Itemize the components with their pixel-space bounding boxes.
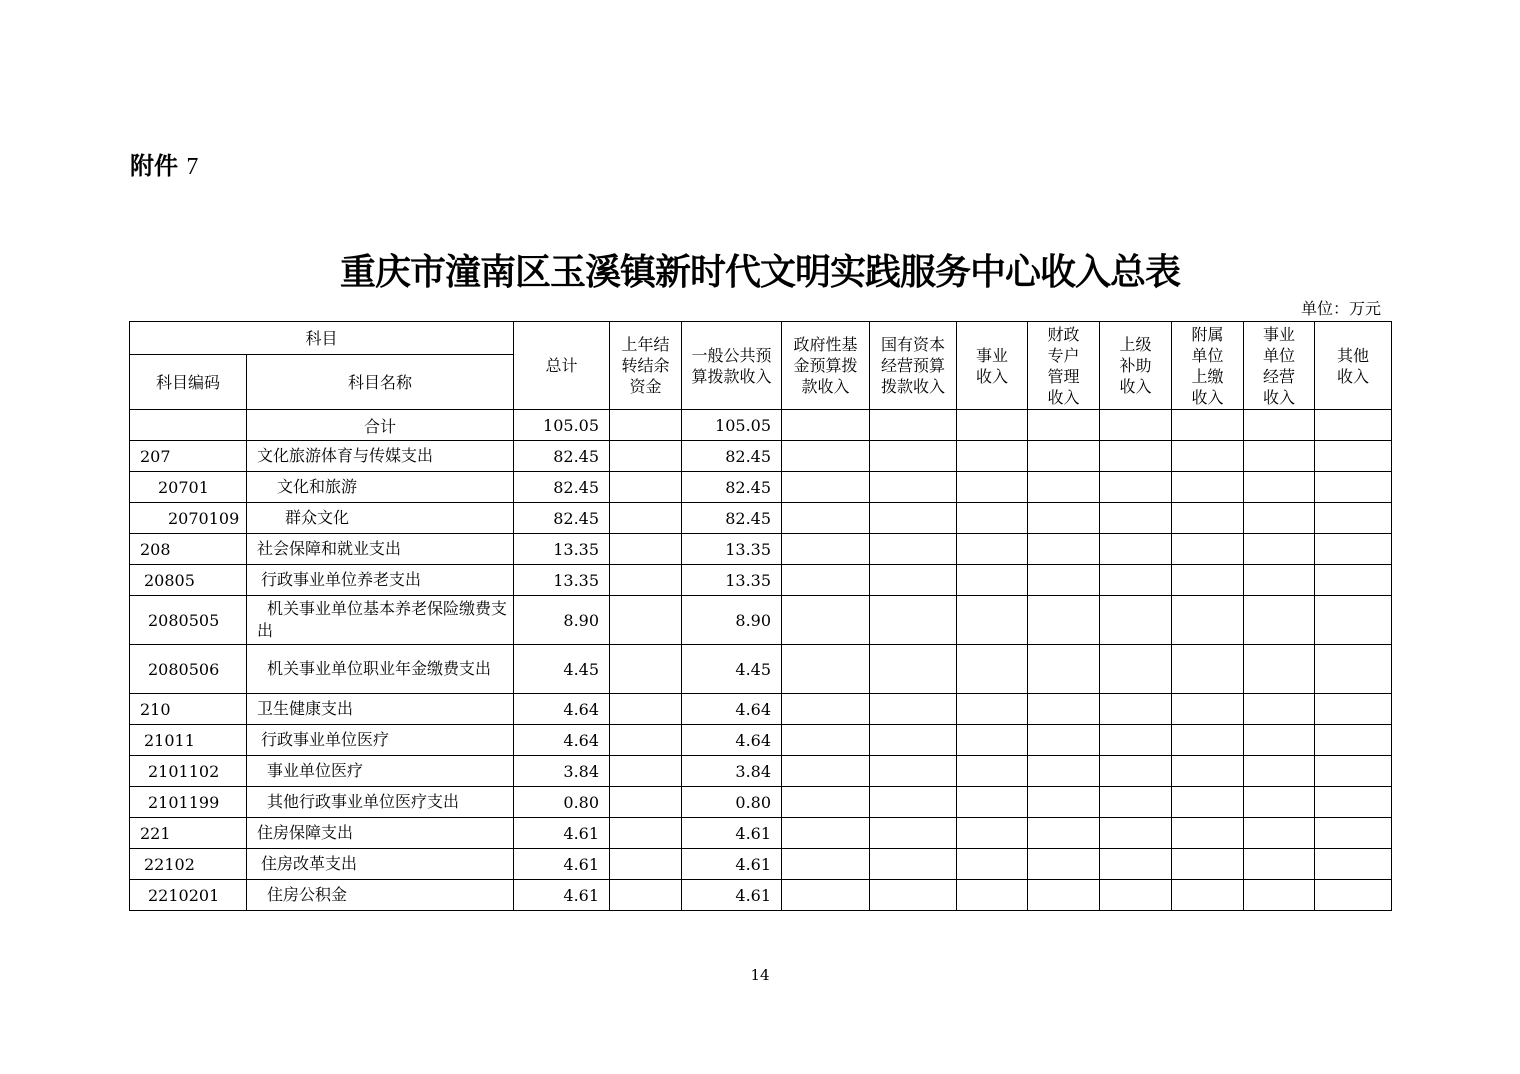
row-name: 行政事业单位养老支出 xyxy=(247,565,514,596)
row-general-budget: 3.84 xyxy=(682,756,782,787)
table-row xyxy=(130,645,1392,694)
row-total: 4.61 xyxy=(514,849,610,880)
header-code: 科目编码 xyxy=(130,355,247,410)
row-total: 82.45 xyxy=(514,472,610,503)
row-name: 机关事业单位职业年金缴费支出 xyxy=(247,645,514,694)
header-affiliated: 附属单位上缴收入 xyxy=(1172,322,1244,410)
document-title: 重庆市潼南区玉溪镇新时代文明实践服务中心收入总表 xyxy=(339,252,1180,293)
row-total: 82.45 xyxy=(514,441,610,472)
row-total: 4.45 xyxy=(514,645,610,694)
table-row-summary xyxy=(130,410,1392,441)
row-general-budget: 82.45 xyxy=(682,503,782,534)
table-row xyxy=(130,596,1392,645)
row-name: 卫生健康支出 xyxy=(247,694,514,725)
header-state-capital: 国有资本经营预算拨款收入 xyxy=(870,322,957,410)
row-code: 2210201 xyxy=(130,880,247,911)
table-row xyxy=(130,849,1392,880)
row-general-budget: 4.61 xyxy=(682,849,782,880)
row-code: 21011 xyxy=(130,725,247,756)
row-total: 4.61 xyxy=(514,880,610,911)
income-summary-table xyxy=(129,321,1392,911)
row-name: 行政事业单位医疗 xyxy=(247,725,514,756)
row-code: 210 xyxy=(130,694,247,725)
header-business: 事业收入 xyxy=(957,322,1028,410)
row-total: 4.64 xyxy=(514,725,610,756)
row-code: 221 xyxy=(130,818,247,849)
unit-label: 单位：万元 xyxy=(1300,299,1381,318)
row-total: 82.45 xyxy=(514,503,610,534)
header-carry-over: 上年结转结余资金 xyxy=(610,322,682,410)
row-total: 3.84 xyxy=(514,756,610,787)
attachment-word: 附件 xyxy=(130,152,178,180)
row-name: 机关事业单位基本养老保险缴费支出 xyxy=(247,596,514,645)
row-code: 208 xyxy=(130,534,247,565)
row-code: 20701 xyxy=(130,472,247,503)
row-name: 住房公积金 xyxy=(247,880,514,911)
header-operating: 事业单位经营收入 xyxy=(1244,322,1315,410)
table-row xyxy=(130,472,1392,503)
header-other: 其他收入 xyxy=(1315,322,1392,410)
table-row xyxy=(130,503,1392,534)
row-name: 住房保障支出 xyxy=(247,818,514,849)
page-number: 14 xyxy=(750,966,770,984)
header-name: 科目名称 xyxy=(247,355,514,410)
row-name: 文化旅游体育与传媒支出 xyxy=(247,441,514,472)
table-row xyxy=(130,534,1392,565)
row-total: 4.64 xyxy=(514,694,610,725)
summary-label: 合计 xyxy=(247,410,514,441)
row-general-budget: 4.61 xyxy=(682,818,782,849)
table-row xyxy=(130,565,1392,596)
row-code: 207 xyxy=(130,441,247,472)
row-general-budget: 4.45 xyxy=(682,645,782,694)
row-general-budget: 13.35 xyxy=(682,565,782,596)
row-general-budget: 8.90 xyxy=(682,596,782,645)
row-general-budget: 82.45 xyxy=(682,441,782,472)
row-code: 22102 xyxy=(130,849,247,880)
row-code: 2070109 xyxy=(130,503,247,534)
header-subject: 科目 xyxy=(130,322,514,355)
table-row xyxy=(130,756,1392,787)
summary-total: 105.05 xyxy=(514,410,610,441)
row-name: 文化和旅游 xyxy=(247,472,514,503)
table-row xyxy=(130,880,1392,911)
row-name: 群众文化 xyxy=(247,503,514,534)
row-general-budget: 0.80 xyxy=(682,787,782,818)
table-row xyxy=(130,787,1392,818)
header-general-budget: 一般公共预算拨款收入 xyxy=(682,322,782,410)
attachment-number: 7 xyxy=(186,154,199,180)
table-row xyxy=(130,694,1392,725)
row-name: 其他行政事业单位医疗支出 xyxy=(247,787,514,818)
row-general-budget: 13.35 xyxy=(682,534,782,565)
row-general-budget: 4.64 xyxy=(682,694,782,725)
table-row xyxy=(130,441,1392,472)
row-code: 2080506 xyxy=(130,645,247,694)
row-total: 13.35 xyxy=(514,534,610,565)
row-general-budget: 4.61 xyxy=(682,880,782,911)
row-code: 20805 xyxy=(130,565,247,596)
row-general-budget: 82.45 xyxy=(682,472,782,503)
row-name: 社会保障和就业支出 xyxy=(247,534,514,565)
header-total: 总计 xyxy=(514,322,610,410)
attachment-label xyxy=(130,146,208,181)
row-total: 0.80 xyxy=(514,787,610,818)
row-general-budget: 4.64 xyxy=(682,725,782,756)
row-total: 4.61 xyxy=(514,818,610,849)
row-total: 13.35 xyxy=(514,565,610,596)
row-code: 2101102 xyxy=(130,756,247,787)
header-fiscal-special: 财政专户管理收入 xyxy=(1028,322,1100,410)
summary-general-budget: 105.05 xyxy=(682,410,782,441)
row-name: 住房改革支出 xyxy=(247,849,514,880)
header-superior-subsidy: 上级补助收入 xyxy=(1100,322,1172,410)
row-code: 2080505 xyxy=(130,596,247,645)
row-name: 事业单位医疗 xyxy=(247,756,514,787)
table-row xyxy=(130,725,1392,756)
table-row xyxy=(130,818,1392,849)
header-gov-fund: 政府性基金预算拨款收入 xyxy=(782,322,870,410)
row-code: 2101199 xyxy=(130,787,247,818)
row-total: 8.90 xyxy=(514,596,610,645)
